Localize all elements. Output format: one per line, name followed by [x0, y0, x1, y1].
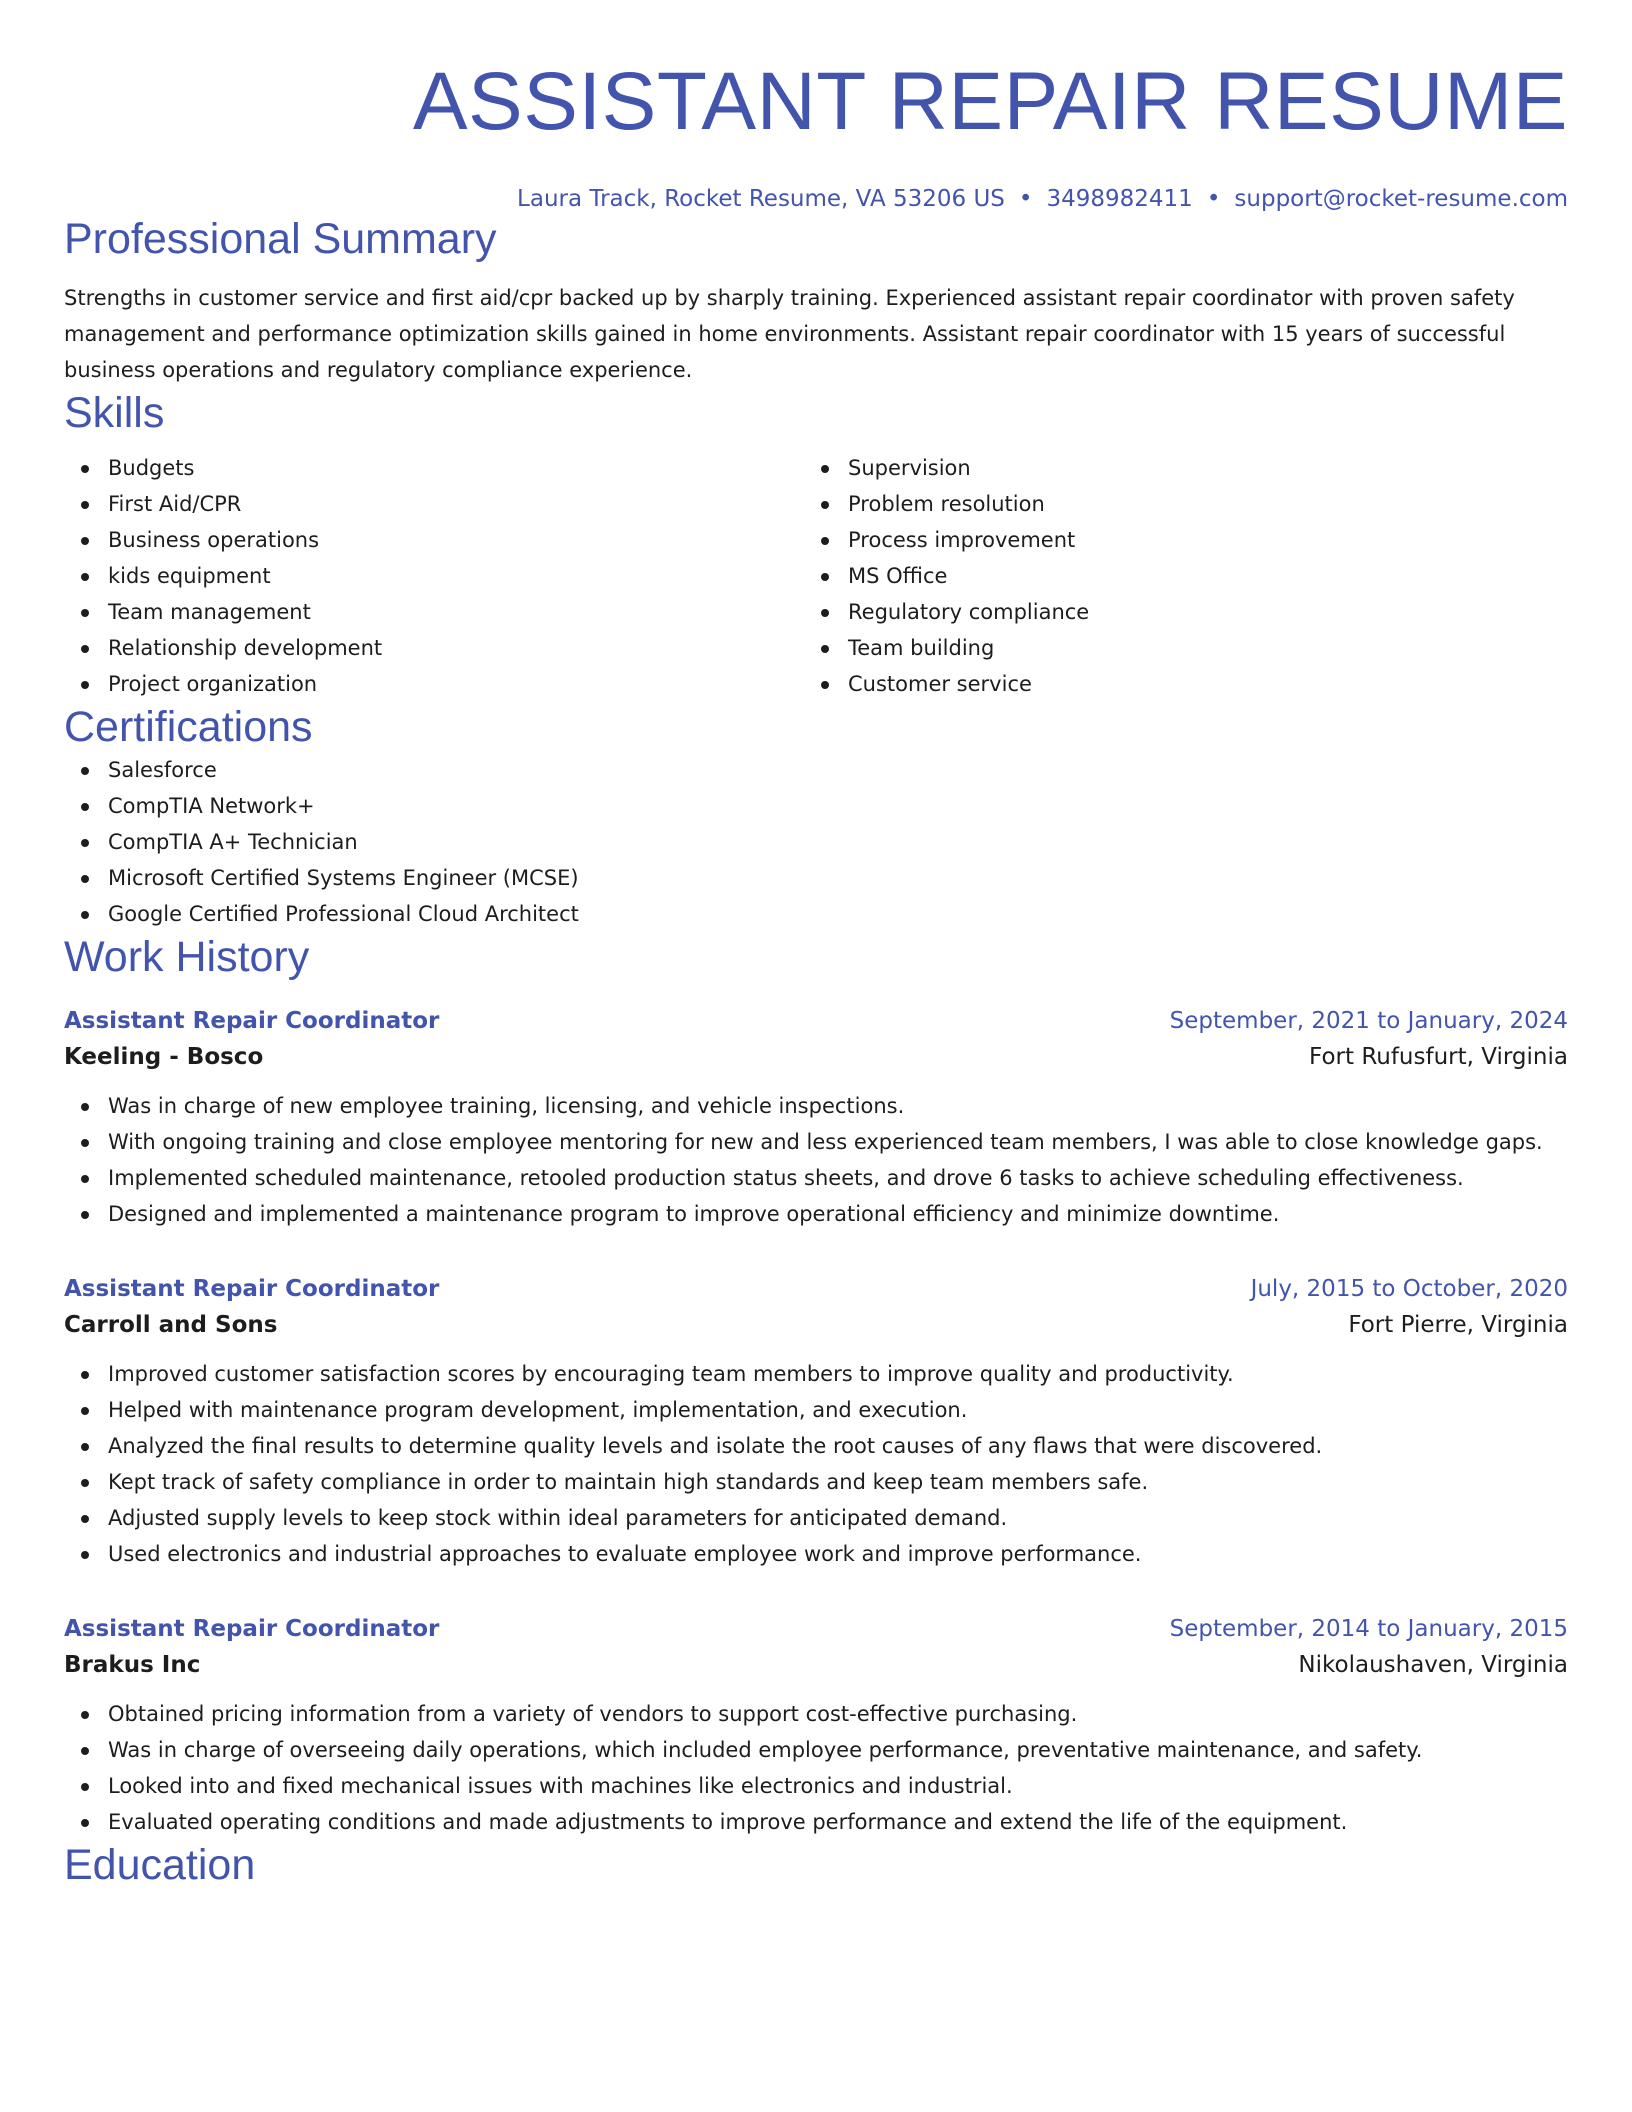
resume-title: ASSISTANT REPAIR RESUME: [412, 56, 1568, 147]
skill-item: Process improvement: [804, 522, 1544, 558]
job-company: Keeling - Bosco: [64, 1044, 264, 1070]
certification-item: Salesforce: [64, 752, 1568, 788]
job-location: Nikolaushaven, Virginia: [1298, 1652, 1568, 1678]
job-bullet: Looked into and fixed mechanical issues with machines like electronics and industrial.: [64, 1768, 1568, 1804]
skill-item: First Aid/CPR: [64, 486, 804, 522]
job-bullet: Obtained pricing information from a variety of vendors to support cost-effective purchasing.: [64, 1696, 1568, 1732]
job-bullet: Improved customer satisfaction scores by encouraging team members to improve quality and productivity.: [64, 1356, 1568, 1392]
job-company-row: [64, 1038, 1568, 1076]
job-company: Brakus Inc: [64, 1652, 201, 1678]
job-entry: [64, 1612, 1568, 1840]
certifications-list: [64, 752, 1568, 932]
job-bullet: Evaluated operating conditions and made adjustments to improve performance and extend the life of the equipment.: [64, 1804, 1568, 1840]
skills-list-right: [804, 450, 1544, 702]
job-title: Assistant Repair Coordinator: [64, 1616, 440, 1642]
skill-item: Regulatory compliance: [804, 594, 1544, 630]
work-history-heading: Work History: [64, 933, 310, 981]
job-header-row: [64, 1004, 1568, 1038]
job-bullet: Was in charge of overseeing daily operations, which included employee performance, preventative maintenance, and safety.: [64, 1732, 1568, 1768]
contact-address: Laura Track, Rocket Resume, VA 53206 US: [517, 186, 1005, 212]
skill-item: kids equipment: [64, 558, 804, 594]
skill-item: Budgets: [64, 450, 804, 486]
resume-header: [64, 54, 1568, 214]
job-dates: September, 2021 to January, 2024: [1169, 1008, 1568, 1034]
job-dates: September, 2014 to January, 2015: [1169, 1616, 1568, 1642]
skill-item: Project organization: [64, 666, 804, 702]
skill-item: Problem resolution: [804, 486, 1544, 522]
job-bullet: Used electronics and industrial approaches to evaluate employee work and improve performance.: [64, 1536, 1568, 1572]
job-entry: [64, 1004, 1568, 1232]
job-bullet: Kept track of safety compliance in order to maintain high standards and keep team members safe.: [64, 1464, 1568, 1500]
skills-heading: Skills: [64, 389, 165, 437]
skill-item: MS Office: [804, 558, 1544, 594]
job-dates: July, 2015 to October, 2020: [1250, 1276, 1568, 1302]
contact-line: [64, 184, 1568, 214]
job-company-row: [64, 1646, 1568, 1684]
contact-separator: •: [1206, 186, 1221, 212]
skill-item: Supervision: [804, 450, 1544, 486]
job-bullet: Helped with maintenance program development, implementation, and execution.: [64, 1392, 1568, 1428]
certifications-heading: Certifications: [64, 703, 313, 751]
job-location: Fort Rufusfurt, Virginia: [1309, 1044, 1568, 1070]
certification-item: CompTIA Network+: [64, 788, 1568, 824]
skill-item: Relationship development: [64, 630, 804, 666]
job-bullets: [64, 1088, 1568, 1232]
skills-list-left: [64, 450, 804, 702]
certification-item: CompTIA A+ Technician: [64, 824, 1568, 860]
job-header-row: [64, 1272, 1568, 1306]
skill-item: Business operations: [64, 522, 804, 558]
job-header-row: [64, 1612, 1568, 1646]
certification-item: Microsoft Certified Systems Engineer (MCSE): [64, 860, 1568, 896]
contact-email[interactable]: support@rocket-resume.com: [1234, 186, 1568, 212]
job-bullet: Adjusted supply levels to keep stock within ideal parameters for anticipated demand.: [64, 1500, 1568, 1536]
contact-phone: 3498982411: [1046, 186, 1193, 212]
contact-separator: •: [1018, 186, 1033, 212]
job-location: Fort Pierre, Virginia: [1348, 1312, 1568, 1338]
job-title: Assistant Repair Coordinator: [64, 1008, 440, 1034]
job-bullet: Analyzed the final results to determine quality levels and isolate the root causes of any flaws that were discovered.: [64, 1428, 1568, 1464]
job-bullet: With ongoing training and close employee mentoring for new and less experienced team members, I was able to close knowledge gaps.: [64, 1124, 1568, 1160]
job-company: Carroll and Sons: [64, 1312, 278, 1338]
skill-item: Customer service: [804, 666, 1544, 702]
skills-columns: [64, 450, 1568, 702]
skill-item: Team management: [64, 594, 804, 630]
education-heading: Education: [64, 1841, 256, 1889]
job-company-row: [64, 1306, 1568, 1344]
summary-heading: Professional Summary: [64, 215, 497, 263]
job-bullet: Implemented scheduled maintenance, retooled production status sheets, and drove 6 tasks to achieve scheduling effectiveness.: [64, 1160, 1568, 1196]
job-bullet: Was in charge of new employee training, licensing, and vehicle inspections.: [64, 1088, 1568, 1124]
job-title: Assistant Repair Coordinator: [64, 1276, 440, 1302]
job-bullets: [64, 1696, 1568, 1840]
job-entry: [64, 1272, 1568, 1572]
certification-item: Google Certified Professional Cloud Architect: [64, 896, 1568, 932]
skill-item: Team building: [804, 630, 1544, 666]
job-bullets: [64, 1356, 1568, 1572]
job-bullet: Designed and implemented a maintenance program to improve operational efficiency and minimize downtime.: [64, 1196, 1568, 1232]
summary-text: Strengths in customer service and first aid/cpr backed up by sharply training. Experienced assistant repair coordinator with proven safety management and performance optimization skills gained in home environments. Assistant repair coordinator with 15 years of successful business operations and regulatory compliance experience.: [64, 286, 1515, 382]
